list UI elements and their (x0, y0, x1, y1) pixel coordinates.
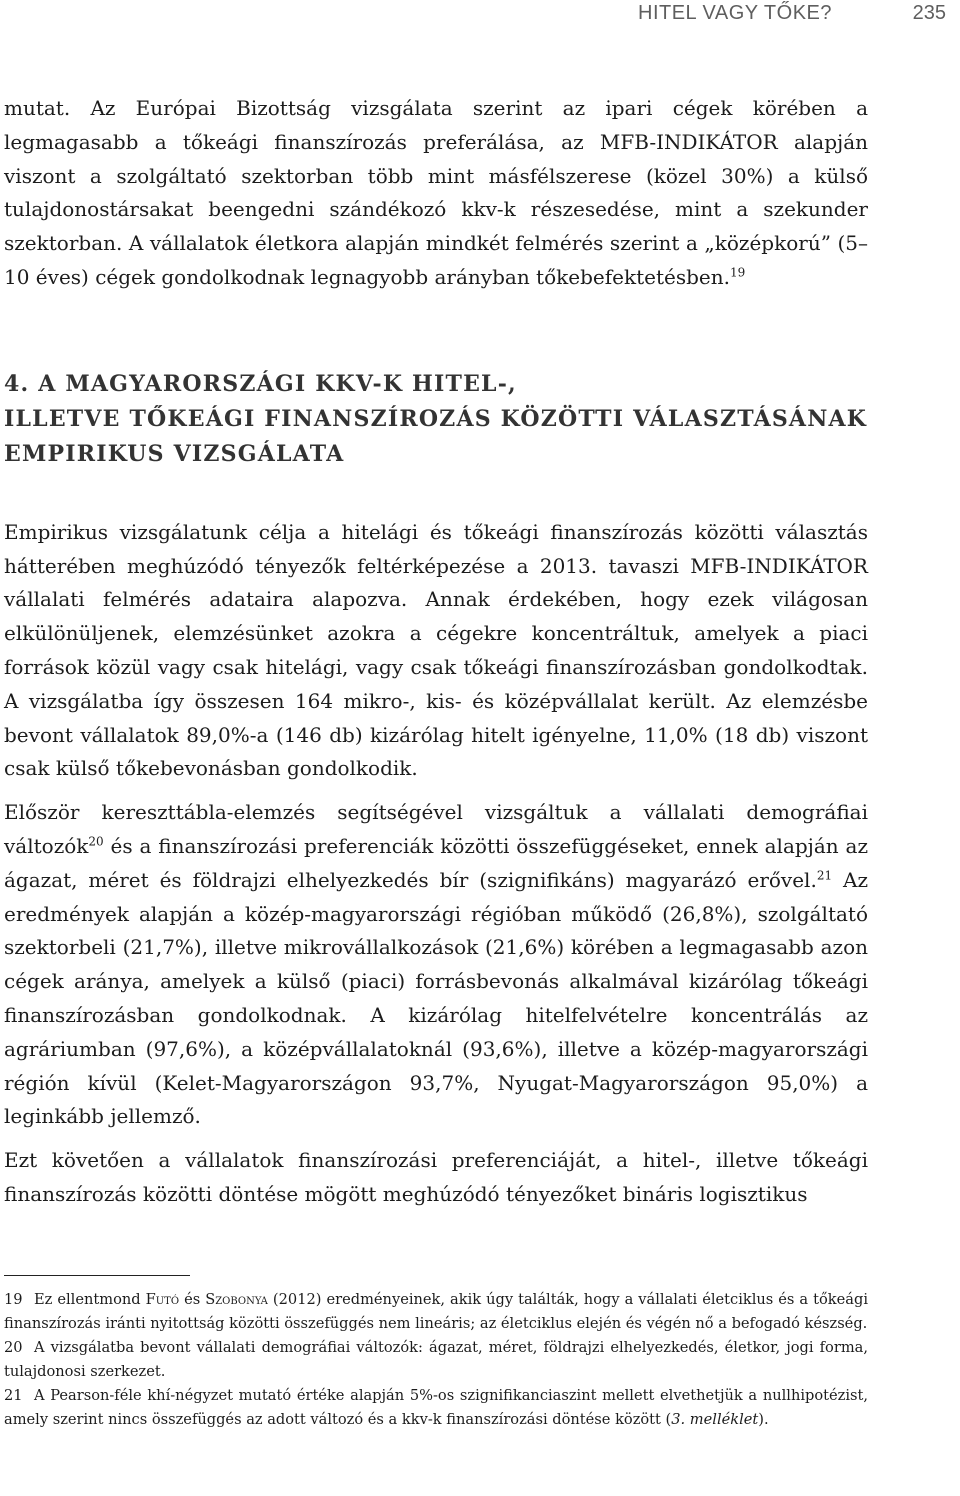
footnote-20 (4, 1336, 868, 1384)
section-heading (4, 367, 868, 472)
footnote-text: ). (758, 1411, 769, 1428)
paragraph-1-text: mutat. Az Európai Bizottság vizsgálata szerint az ipari cégek körében a legmagasabb a tőkeági finanszírozás preferálása, az MFB-INDIKÁTOR alapján viszont a szolgáltató szektorban több mint másfélszerese (közel 30%) a külső tulajdonostársakat beengedni szándékozó kkv-k részesedése, mint a szekunder szektorban. A vállalatok életkora alapján mindkét felmérés szerint a „középkorú” (5–10 éves) cégek gondolkodnak legnagyobb arányban tőkebefektetésben. (4, 96, 868, 289)
appendix-reference: 3. melléklet (671, 1411, 759, 1428)
running-head: HITEL VAGY TŐKE? (638, 2, 832, 24)
footnote-text: és (179, 1291, 206, 1308)
paragraph-2: Empirikus vizsgálatunk célja a hitelági és tőkeági finanszírozás közötti választás hátterében meghúzódó tényezők feltérképezése a 2013. tavaszi MFB-INDIKÁTOR vállalati felmérés adataira alapozva. Annak érdekében, hogy ezek világosan elkülönüljenek, elemzésünket azokra a cégekre koncentráltuk, amelyek a piaci források közül vagy csak hitelági, vagy csak tőkeági finanszírozásban gondolkodtak. A vizsgálatba így összesen 164 mikro-, kis- és középvállalat került. Az elemzésbe bevont vállalatok 89,0%-a (146 db) kizárólag hitelt igényelne, 11,0% (18 db) viszont csak külső tőkebevonásban gondolkodik. (4, 519, 868, 781)
footnote-number: 21 (4, 1387, 23, 1404)
section-heading-line-3: EMPIRIKUS VIZSGÁLATA (4, 440, 345, 467)
footnote-text: Ez ellentmond (34, 1291, 146, 1308)
paragraph-4: Ezt követően a vállalatok finanszírozási preferenciáját, a hitel-, illetve tőkeági finanszírozás közötti döntése mögött meghúzódó tényezőket bináris logisztikus (4, 1148, 868, 1206)
footnote-text: A vizsgálatba bevont vállalati demográfiai változók: ágazat, méret, földrajzi elhelyezkedés, életkor, jogi forma, tulajdonosi szerkezet. (4, 1339, 868, 1380)
footnote-number: 20 (4, 1339, 23, 1356)
section-heading-line-1: 4. A MAGYARORSZÁGI KKV-K HITEL-, (4, 370, 517, 397)
body-text (4, 92, 868, 1222)
page-header (0, 2, 960, 36)
footnote-author: Futó (145, 1291, 180, 1308)
footnote-ref-19[interactable]: 19 (729, 265, 746, 280)
paragraph-3 (4, 796, 868, 1134)
footnote-text: A Pearson-féle khí-négyzet mutató értéke alapján 5%-os szignifikanciaszint mellett elvethetjük a nullhipotézist, amely szerint nincs összefüggés az adott változó és a kkv-k finanszírozási döntése között ( (4, 1387, 868, 1428)
footnote-text: (2012) eredményeinek, akik úgy találták, hogy a vállalati életciklus és a tőkeági finanszírozás iránti nyitottság közötti összefüggés nem lineáris; az életciklus elején és végén nő a befogadó készség. (4, 1291, 868, 1332)
footnotes (4, 1288, 868, 1432)
footnote-19 (4, 1288, 868, 1336)
footnote-author: Szobonya (205, 1291, 268, 1308)
paragraph-3-text-b: és a finanszírozási preferenciák közötti összefüggéseket, ennek alapján az ágazat, méret és földrajzi elhelyezkedés bír (szignifikáns) magyarázó erővel. (4, 833, 868, 892)
footnote-21 (4, 1384, 868, 1432)
footnote-ref-20[interactable]: 20 (88, 834, 104, 849)
footnote-ref-21[interactable]: 21 (816, 868, 833, 883)
section-heading-line-2: ILLETVE TŐKEÁGI FINANSZÍROZÁS KÖZÖTTI VÁLASZTÁSÁNAK (4, 405, 868, 432)
paragraph-3-text-a: Először kereszttábla-elemzés segítségével vizsgáltuk a vállalati demográfiai változók (4, 800, 868, 858)
footnote-number: 19 (4, 1291, 23, 1308)
footnote-divider (4, 1275, 190, 1276)
paragraph-1 (4, 92, 868, 295)
paragraph-3-text-c: Az eredmények alapján a közép-magyarországi régióban működő (26,8%), szolgáltató szektorbeli (21,7%), illetve mikrovállalkozások (21,6%) körében a legmagasabb azon cégek aránya, amelyek a külső (piaci) forrásbevonás alkalmával kizárólag tőkeági finanszírozásban gondolkodnak. A kizárólag hitelfelvételre koncentrálás az agráriumban (97,6%), a középvállalatoknál (93,6%), illetve a közép-magyarországi régión kívül (Kelet-Magyarországon 93,7%, Nyugat-Magyarországon 95,0%) a leginkább jellemző. (4, 867, 868, 1129)
page-number: 235 (912, 2, 946, 24)
